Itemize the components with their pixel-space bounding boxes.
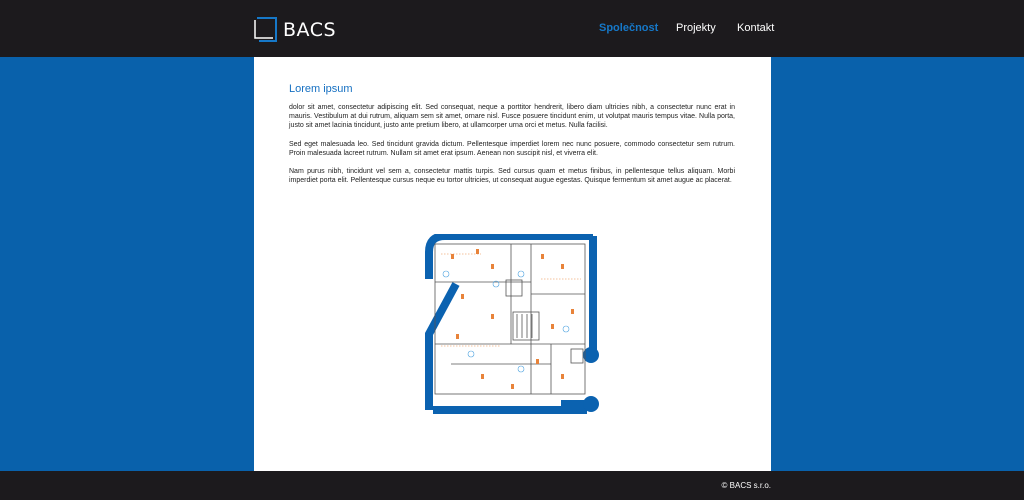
top-navigation-bar: [0, 0, 1024, 57]
nav-item-projekty[interactable]: Projekty: [676, 22, 716, 34]
copyright-text: © BACS s.r.o.: [721, 481, 771, 490]
bacs-logo-icon: [253, 16, 279, 43]
nav-item-kontakt[interactable]: Kontakt: [737, 22, 775, 34]
floor-plan-image: [421, 234, 601, 414]
footer: [0, 471, 1024, 500]
nav-item-spolecnost[interactable]: Společnost: [599, 22, 659, 34]
paragraph-1: dolor sit amet, consectetur adipiscing elit. Sed consequat, neque a porttitor hendrerit, libero diam ultricies nibh, a consectetur nunc erat in mauris. Vestibulum at dui rutrum, aliquam sem sit amet, ornare nisl. Fusce posuere tincidunt enim, ut volutpat mauris tempus vitae. Nulla porta, justo sit amet lacinia tincidunt, justo ante pretium libero, at ullamcorper urna orci et metus. Nulla facilisi.: [289, 104, 735, 130]
paragraph-3: Nam purus nibh, tincidunt vel sem a, consectetur mattis turpis. Sed cursus quam et metus finibus, in pellentesque tellus aliquam. Morbi imperdiet porta elit. Pellentesque cursus neque eu tortor ultricies, ut consequat augue egestas. Quisque fermentum sit amet augue ac placerat.: [289, 168, 735, 185]
content-panel: [254, 57, 771, 471]
paragraph-2: Sed eget malesuada leo. Sed tincidunt gravida dictum. Pellentesque imperdiet lorem nec nunc posuere, commodo consectetur sem rutrum. Proin malesuada lacreet rutrum. Nullam sit amet erat ipsum. Aenean non suscipit nisl, et viverra elit.: [289, 141, 735, 158]
logo[interactable]: [253, 16, 336, 43]
logo-text: BACS: [283, 18, 337, 41]
page-heading: Lorem ipsum: [289, 83, 353, 95]
